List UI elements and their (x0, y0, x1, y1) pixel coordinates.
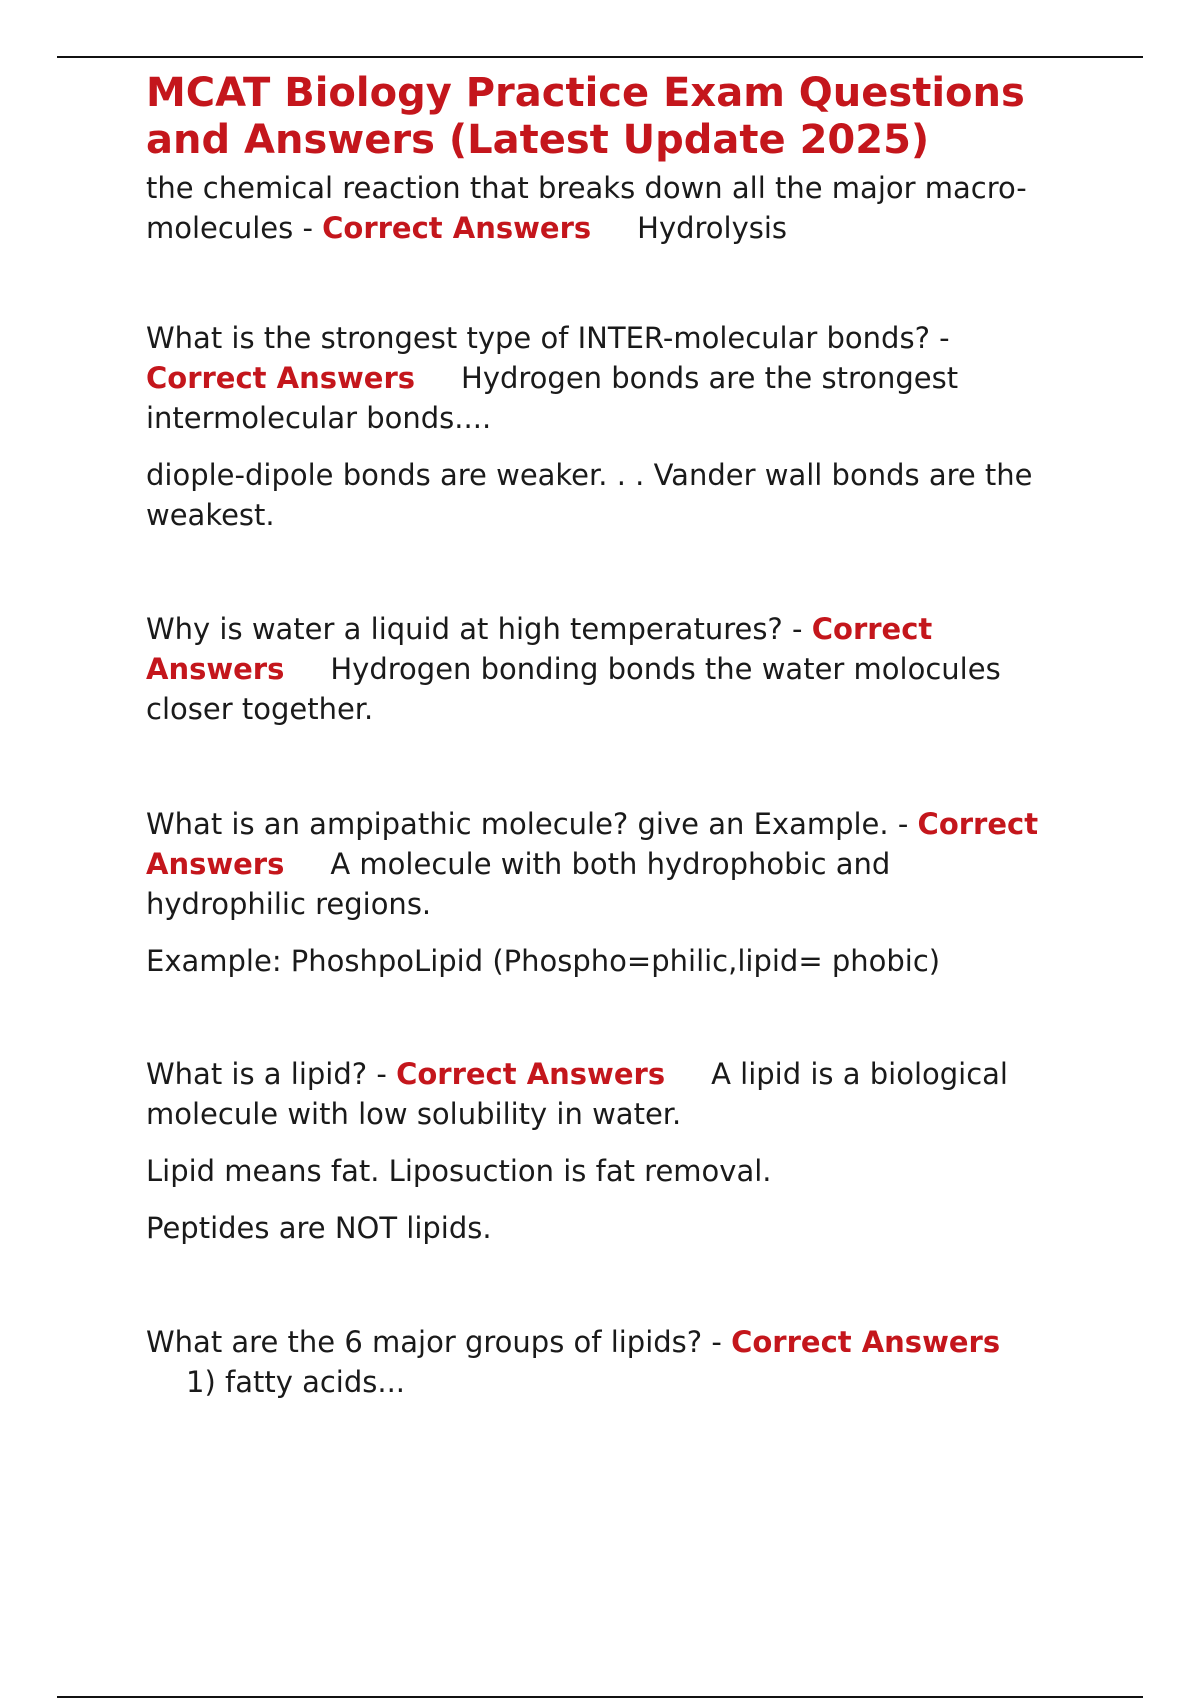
qa-paragraph (146, 318, 1086, 438)
qa-item-lipid (146, 1054, 1086, 1248)
answer-text: hydrophilic regions. (146, 887, 432, 921)
correct-answers-label: Correct (917, 807, 1039, 841)
qa-item-water-liquid (146, 609, 1086, 729)
qa-paragraph (146, 804, 1086, 924)
answer-text: intermolecular bonds.... (146, 401, 492, 435)
answer-text: A molecule with both hydrophobic and (330, 847, 891, 881)
answer-note-line: weakest. (146, 498, 275, 532)
question-text: Why is water a liquid at high temperatures? - (146, 612, 812, 646)
answer-text: A lipid is a biological (711, 1057, 1008, 1091)
answer-note-line: diople-dipole bonds are weaker. . . Vander wall bonds are the (146, 458, 1033, 492)
header-rule (57, 56, 1143, 58)
answer-note-line: Peptides are NOT lipids. (146, 1211, 492, 1245)
title-line-1: MCAT Biology Practice Exam Questions (146, 70, 1025, 116)
document-body (146, 70, 1086, 1402)
qa-paragraph (146, 1054, 1086, 1134)
answer-text: molecule with low solubility in water. (146, 1097, 682, 1131)
qa-item-ampipathic (146, 804, 1086, 981)
correct-answers-label: Correct Answers (396, 1057, 666, 1091)
question-text: What is a lipid? - (146, 1057, 397, 1091)
qa-item-intermolecular-bonds (146, 318, 1086, 535)
correct-answers-label: Correct Answers (146, 361, 416, 395)
answer-text: closer together. (146, 692, 374, 726)
question-text: the chemical reaction that breaks down all the major macro- (146, 171, 1027, 205)
question-text: What is the strongest type of INTER-molecular bonds? - (146, 321, 950, 355)
answer-note (146, 941, 1086, 981)
question-text: What are the 6 major groups of lipids? - (146, 1325, 732, 1359)
correct-answers-label: Answers (146, 847, 285, 881)
title-line-2: and Answers (Latest Update 2025) (146, 117, 930, 163)
correct-answers-label: Correct (811, 612, 933, 646)
answer-note (146, 455, 1086, 535)
answer-text: 1) fatty acids... (186, 1365, 406, 1399)
answer-note-line: Example: PhoshpoLipid (Phospho=philic,lipid= phobic) (146, 944, 941, 978)
answer-note (146, 1151, 1086, 1191)
answer-text: Hydrogen bonds are the strongest (461, 361, 959, 395)
qa-item-hydrolysis (146, 168, 1086, 248)
correct-answers-label: Correct Answers (322, 211, 592, 245)
correct-answers-label: Correct Answers (731, 1325, 1001, 1359)
answer-text: Hydrolysis (637, 211, 788, 245)
qa-paragraph (146, 1322, 1086, 1402)
answer-note-line: Lipid means fat. Liposuction is fat removal. (146, 1154, 772, 1188)
answer-note (146, 1208, 1086, 1248)
qa-item-lipid-groups (146, 1322, 1086, 1402)
footer-rule (57, 1696, 1143, 1698)
question-text: molecules - (146, 211, 323, 245)
document-title (146, 70, 1086, 164)
question-text: What is an ampipathic molecule? give an Example. - (146, 807, 918, 841)
correct-answers-label: Answers (146, 652, 285, 686)
qa-paragraph (146, 168, 1086, 248)
qa-paragraph (146, 609, 1086, 729)
answer-text: Hydrogen bonding bonds the water molocules (330, 652, 1001, 686)
